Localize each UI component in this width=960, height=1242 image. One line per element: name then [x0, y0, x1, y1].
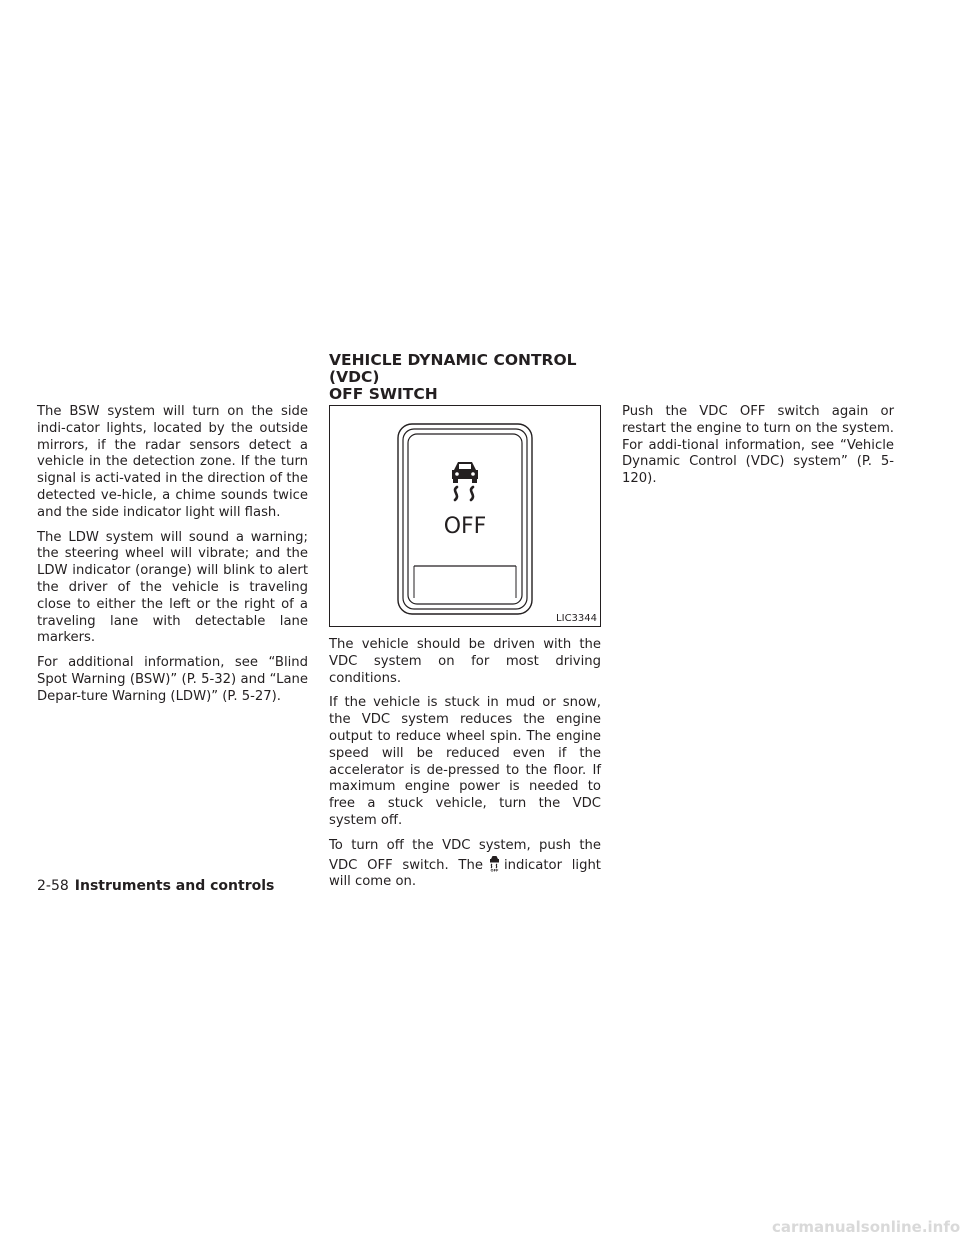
paragraph: If the vehicle is stuck in mud or snow, the VDC system reduces the engine output to reduce wheel spin. The engine speed will be reduced even if the accelerator is de-pressed to the floor. If maximum engine power is needed to free a stuck vehicle, turn the VDC system off. [329, 695, 601, 828]
vdc-car-icon [452, 462, 478, 500]
text-run: To turn off the VDC system, push the VDC OFF switch. The [329, 837, 601, 873]
paragraph: For additional information, see “Blind Spot Warning (BSW)” (P. 5-32) and “Lane Depar-ture Warning (LDW)” (P. 5-27). [37, 655, 308, 704]
text-run: indicator light will come on. [329, 857, 601, 890]
footer-section-name: Instruments and controls [74, 878, 275, 894]
paragraph: The BSW system will turn on the side indi-cator lights, located by the outside mirrors, if the radar sensors detect a vehicle in the detection zone. If the turn signal is acti-vated in the direction of the detected ve-hicle, a chime sounds twice and the side indicator light will flash. [37, 404, 308, 520]
paragraph: Push the VDC OFF switch again or restart the engine to turn on the system. For addi-tional information, see “Vehicle Dynamic Control (VDC) system” (P. 5-120). [622, 404, 894, 487]
switch-off-label: OFF [443, 514, 487, 539]
paragraph: The LDW system will sound a warning; the steering wheel will vibrate; and the LDW indicator (orange) will blink to alert the driver of the vehicle is traveling close to either the left or the right of a traveling lane with detectable lane markers. [37, 529, 308, 646]
figure-code: LIC3344 [556, 613, 597, 624]
paragraph: The vehicle should be driven with the VDC system on for most driving conditions. [329, 637, 601, 686]
watermark: carmanualsonline.info [772, 1218, 960, 1236]
vdc-off-indicator-icon [487, 855, 502, 872]
section-title-line1: VEHICLE DYNAMIC CONTROL (VDC) [329, 351, 577, 386]
vdc-off-switch-figure [329, 405, 601, 627]
section-title-line2: OFF SWITCH [329, 385, 438, 403]
paragraph [329, 838, 601, 891]
page-number: 2-58 [37, 878, 69, 894]
column-3 [622, 404, 894, 496]
svg-text:OFF: OFF [490, 868, 499, 872]
column-1 [37, 404, 308, 714]
column-2 [329, 637, 601, 899]
page-footer [37, 878, 274, 894]
section-title [329, 352, 629, 403]
vdc-off-switch-illustration [330, 406, 600, 626]
